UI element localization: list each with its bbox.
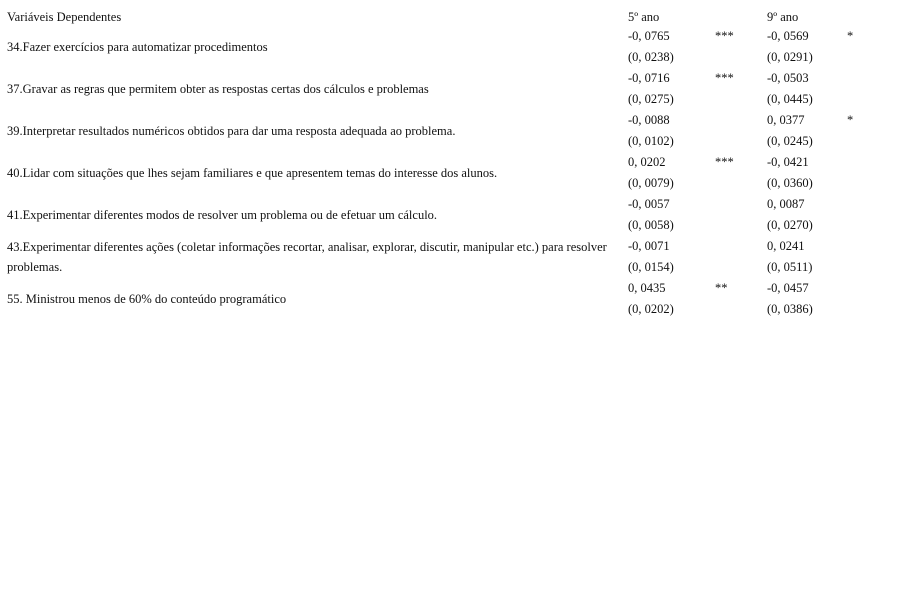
header-9th-grade: 9º ano	[767, 10, 799, 24]
se-9th: (0, 0245)	[767, 134, 813, 148]
se-9th: (0, 0445)	[767, 92, 813, 106]
se-9th: (0, 0386)	[767, 302, 813, 316]
coef-9th: 0, 0241	[767, 239, 805, 253]
se-9th: (0, 0270)	[767, 218, 813, 232]
sig-5th: ***	[715, 155, 734, 169]
row-label: 39.Interpretar resultados numéricos obtidos para dar uma resposta adequada ao problema.	[7, 124, 456, 138]
row-label: 41.Experimentar diferentes modos de resolver um problema ou de efetuar um cálculo.	[7, 208, 438, 222]
table-row	[7, 26, 897, 68]
sig-5th: ***	[715, 71, 734, 85]
se-5th: (0, 0079)	[628, 176, 674, 190]
coef-9th: -0, 0457	[767, 281, 809, 295]
table-row	[7, 194, 897, 236]
header-5th-grade: 5º ano	[628, 10, 660, 24]
se-5th: (0, 0238)	[628, 50, 674, 64]
row-label: 40.Lidar com situações que lhes sejam familiares e que apresentem temas do interesse dos alunos.	[7, 166, 498, 180]
row-label: 34.Fazer exercícios para automatizar procedimentos	[7, 40, 268, 54]
se-9th: (0, 0360)	[767, 176, 813, 190]
row-label: 43.Experimentar diferentes ações (coletar informações recortar, analisar, explorar, discutir, manipular etc.) para resolver problemas.	[7, 240, 607, 274]
table-header-row	[7, 8, 897, 26]
coef-5th: -0, 0765	[628, 29, 670, 43]
header-dependent-variables: Variáveis Dependentes	[7, 10, 122, 24]
row-label: 55. Ministrou menos de 60% do conteúdo programático	[7, 292, 287, 306]
coef-9th: -0, 0569	[767, 29, 809, 43]
table-row	[7, 152, 897, 194]
coef-5th: -0, 0071	[628, 239, 670, 253]
se-5th: (0, 0058)	[628, 218, 674, 232]
se-5th: (0, 0275)	[628, 92, 674, 106]
coef-9th: -0, 0503	[767, 71, 809, 85]
sig-9th: *	[847, 29, 854, 43]
table-row	[7, 110, 897, 152]
table-row	[7, 278, 897, 320]
coef-5th: -0, 0716	[628, 71, 670, 85]
coef-9th: 0, 0087	[767, 197, 805, 211]
coef-5th: -0, 0088	[628, 113, 670, 127]
se-9th: (0, 0511)	[767, 260, 813, 274]
table-row	[7, 68, 897, 110]
coef-9th: -0, 0421	[767, 155, 809, 169]
row-label: 37.Gravar as regras que permitem obter as respostas certas dos cálculos e problemas	[7, 82, 429, 96]
se-5th: (0, 0154)	[628, 260, 674, 274]
coef-5th: -0, 0057	[628, 197, 670, 211]
se-5th: (0, 0202)	[628, 302, 674, 316]
coef-5th: 0, 0435	[628, 281, 666, 295]
coef-5th: 0, 0202	[628, 155, 666, 169]
sig-9th: *	[847, 113, 854, 127]
coef-9th: 0, 0377	[767, 113, 805, 127]
table-row	[7, 236, 897, 278]
regression-table	[7, 8, 897, 320]
sig-5th: **	[715, 281, 728, 295]
se-5th: (0, 0102)	[628, 134, 674, 148]
se-9th: (0, 0291)	[767, 50, 813, 64]
sig-5th: ***	[715, 29, 734, 43]
